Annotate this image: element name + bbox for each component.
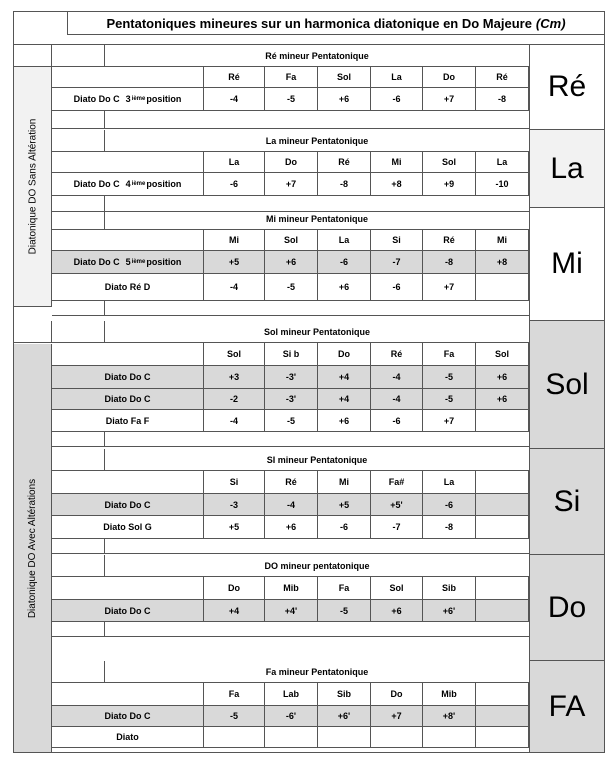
notes-row-label [52, 230, 204, 251]
position-word: position [146, 257, 182, 267]
heading-indent-box [52, 555, 105, 577]
value-cell: +8' [423, 706, 476, 727]
note-cell: Ré [423, 230, 476, 251]
value-cell: -6 [318, 251, 371, 274]
value-cell: -7 [371, 516, 423, 539]
side-label-top [14, 66, 52, 307]
note-cell: Sol [423, 152, 476, 173]
note-cell: Do [371, 683, 423, 706]
side-label-top-text: Diatonique DO Sans Altération [27, 118, 39, 254]
row-label-text: Diato Do C [104, 605, 151, 616]
value-cell: -8 [423, 251, 476, 274]
section-heading: Fa mineur Pentatonique [105, 661, 529, 683]
value-cell: -5 [265, 410, 318, 432]
value-cell: +9 [423, 173, 476, 196]
value-cell: +4 [318, 366, 371, 389]
value-cell: -8 [318, 173, 371, 196]
note-cell: Mi [476, 230, 529, 251]
value-cell: -3 [204, 494, 265, 516]
value-cell: +7 [423, 410, 476, 432]
value-cell: +6 [318, 88, 371, 111]
title-sub: (Cm) [535, 15, 566, 31]
note-cell: Ré [318, 152, 371, 173]
value-cell: -4 [265, 494, 318, 516]
value-cell: +6 [265, 251, 318, 274]
section-heading: Sol mineur Pentatonique [105, 321, 529, 343]
value-cell: -4 [371, 366, 423, 389]
row-label-text: Diato Do C [73, 257, 120, 267]
title-spacer [14, 35, 604, 45]
value-cell [476, 516, 529, 539]
note-cell: Fa [318, 577, 371, 600]
value-cell [265, 727, 318, 748]
notes-row-label [52, 577, 204, 600]
value-cell: -5 [423, 366, 476, 389]
value-cell: -3' [265, 366, 318, 389]
value-cell: -3' [265, 389, 318, 410]
note-cell: La [318, 230, 371, 251]
value-cell [423, 727, 476, 748]
note-cell [476, 683, 529, 706]
section-heading: SI mineur Pentatonique [105, 449, 529, 471]
value-cell: +5 [318, 494, 371, 516]
value-cell: +4 [318, 389, 371, 410]
value-cell: -4 [204, 88, 265, 111]
row-label [52, 173, 204, 196]
position-number: 5 [125, 257, 131, 267]
note-cell: Ré [371, 343, 423, 366]
section-heading: Ré mineur Pentatonique [105, 45, 529, 67]
note-cell: Si [371, 230, 423, 251]
note-cell [476, 577, 529, 600]
big-note-si: Si [529, 449, 604, 555]
note-cell: Do [318, 343, 371, 366]
big-note-re: Ré [529, 45, 604, 130]
note-cell: Sol [204, 343, 265, 366]
value-cell: +7 [423, 274, 476, 301]
value-cell: +6' [318, 706, 371, 727]
section-heading: Mi mineur Pentatonique [105, 208, 529, 230]
value-cell: -5 [265, 88, 318, 111]
heading-indent-box [52, 208, 105, 230]
note-cell: Ré [204, 67, 265, 88]
row-label-text: Diato Fa F [105, 415, 150, 426]
note-cell: Fa# [371, 471, 423, 494]
row-label-text: Diato Ré D [104, 282, 151, 292]
note-cell: Sib [423, 577, 476, 600]
value-cell: +6 [318, 274, 371, 301]
value-cell: +6 [371, 600, 423, 622]
note-cell: Sol [265, 230, 318, 251]
section-spacer [52, 111, 529, 129]
note-cell: Sib [318, 683, 371, 706]
note-cell: Ré [265, 471, 318, 494]
section-heading: DO mineur pentatonique [105, 555, 529, 577]
note-cell: La [423, 471, 476, 494]
heading-left-box [14, 45, 52, 67]
heading-indent-box [52, 449, 105, 471]
section-spacer [52, 622, 529, 637]
heading-indent-box [52, 130, 105, 152]
heading-indent-box [52, 321, 105, 343]
title-left-cell [14, 12, 68, 35]
side-label-bottom-text: Diatonique DO Avec Altérations [27, 478, 38, 618]
note-cell: Do [204, 577, 265, 600]
position-number: 3 [125, 94, 131, 104]
value-cell: -8 [476, 88, 529, 111]
row-label [52, 389, 204, 410]
value-cell: -4 [204, 410, 265, 432]
big-note-la: La [529, 130, 604, 208]
value-cell: +6 [476, 366, 529, 389]
note-cell: La [204, 152, 265, 173]
note-cell: Mib [423, 683, 476, 706]
row-label-text: Diato Do C [104, 499, 151, 510]
notes-row-label [52, 67, 204, 88]
value-cell: +5' [371, 494, 423, 516]
row-label-text: Diato Do C [73, 179, 120, 189]
section-heading: La mineur Pentatonique [105, 130, 529, 152]
big-note-sol: Sol [529, 321, 604, 449]
position-superscript: ième [131, 259, 146, 265]
value-cell: +6 [318, 410, 371, 432]
value-cell [476, 274, 529, 301]
row-label [52, 516, 204, 539]
spacer-indent [52, 622, 105, 637]
row-label [52, 706, 204, 727]
note-cell: Do [265, 152, 318, 173]
row-label [52, 494, 204, 516]
note-cell: Mi [204, 230, 265, 251]
value-cell [476, 410, 529, 432]
value-cell: -6 [318, 516, 371, 539]
side-label-bottom [14, 344, 52, 752]
value-cell: -6 [371, 410, 423, 432]
value-cell: +5 [204, 516, 265, 539]
harmonica-sheet [13, 11, 605, 753]
position-superscript: ième [131, 96, 146, 102]
value-cell: -2 [204, 389, 265, 410]
note-cell: Fa [204, 683, 265, 706]
value-cell: -6' [265, 706, 318, 727]
row-label [52, 366, 204, 389]
position-word: position [146, 179, 182, 189]
value-cell [476, 706, 529, 727]
spacer-indent [52, 301, 105, 316]
value-cell: +6 [476, 389, 529, 410]
row-label [52, 727, 204, 748]
value-cell [476, 727, 529, 748]
note-cell: La [476, 152, 529, 173]
note-cell: Ré [476, 67, 529, 88]
heading-indent-box [52, 45, 105, 67]
value-cell [318, 727, 371, 748]
note-cell [476, 471, 529, 494]
note-cell: Mi [318, 471, 371, 494]
row-label-text: Diato Sol G [103, 522, 152, 532]
row-label-text: Diato Do C [104, 394, 151, 404]
value-cell: +6 [265, 516, 318, 539]
value-cell [476, 600, 529, 622]
title-main: Pentatoniques mineures sur un harmonica diatonique en Do Majeure [106, 15, 532, 31]
value-cell: +6' [423, 600, 476, 622]
value-cell: -5 [204, 706, 265, 727]
note-cell: Sol [476, 343, 529, 366]
value-cell: +7 [423, 88, 476, 111]
big-note-do: Do [529, 555, 604, 661]
notes-row-label [52, 152, 204, 173]
row-label [52, 251, 204, 274]
section-spacer [52, 539, 529, 554]
big-note-mi: Mi [529, 208, 604, 321]
position-number: 4 [125, 179, 131, 189]
value-cell: -5 [318, 600, 371, 622]
value-cell: +8 [371, 173, 423, 196]
value-cell: -5 [265, 274, 318, 301]
heading-indent-box [52, 661, 105, 683]
spacer-indent [52, 111, 105, 129]
section-spacer [52, 301, 529, 316]
value-cell: -6 [204, 173, 265, 196]
value-cell: -6 [371, 88, 423, 111]
row-label [52, 600, 204, 622]
value-cell [476, 494, 529, 516]
note-cell: Sol [318, 67, 371, 88]
big-note-fa: FA [529, 661, 604, 752]
note-cell: Sol [371, 577, 423, 600]
row-label-text: Diato Do C [73, 94, 120, 104]
page-title [68, 12, 604, 35]
value-cell [204, 727, 265, 748]
spacer-indent [52, 432, 105, 447]
position-word: position [146, 94, 182, 104]
row-label [52, 274, 204, 301]
row-label-text: Diato Do C [104, 711, 151, 721]
heading-left-box [14, 321, 52, 343]
note-cell: La [371, 67, 423, 88]
value-cell: +7 [371, 706, 423, 727]
note-cell: Lab [265, 683, 318, 706]
note-cell: Mib [265, 577, 318, 600]
value-cell: +4' [265, 600, 318, 622]
value-cell: +5 [204, 251, 265, 274]
value-cell: -4 [204, 274, 265, 301]
value-cell: +4 [204, 600, 265, 622]
note-cell: Si [204, 471, 265, 494]
value-cell: -7 [371, 251, 423, 274]
notes-row-label [52, 343, 204, 366]
notes-row-label [52, 471, 204, 494]
value-cell: -8 [423, 516, 476, 539]
row-label [52, 88, 204, 111]
value-cell: -10 [476, 173, 529, 196]
note-cell: Mi [371, 152, 423, 173]
value-cell: -4 [371, 389, 423, 410]
row-label [52, 410, 204, 432]
value-cell: -5 [423, 389, 476, 410]
note-cell: Si b [265, 343, 318, 366]
note-cell: Fa [423, 343, 476, 366]
value-cell: +7 [265, 173, 318, 196]
section-spacer [52, 432, 529, 447]
value-cell: +3 [204, 366, 265, 389]
spacer-indent [52, 539, 105, 554]
row-label-text: Diato Do C [104, 372, 151, 382]
value-cell [371, 727, 423, 748]
position-superscript: ième [131, 181, 146, 187]
row-label-text: Diato [116, 732, 139, 742]
value-cell: -6 [423, 494, 476, 516]
notes-row-label [52, 683, 204, 706]
note-cell: Do [423, 67, 476, 88]
value-cell: +8 [476, 251, 529, 274]
note-cell: Fa [265, 67, 318, 88]
value-cell: -6 [371, 274, 423, 301]
